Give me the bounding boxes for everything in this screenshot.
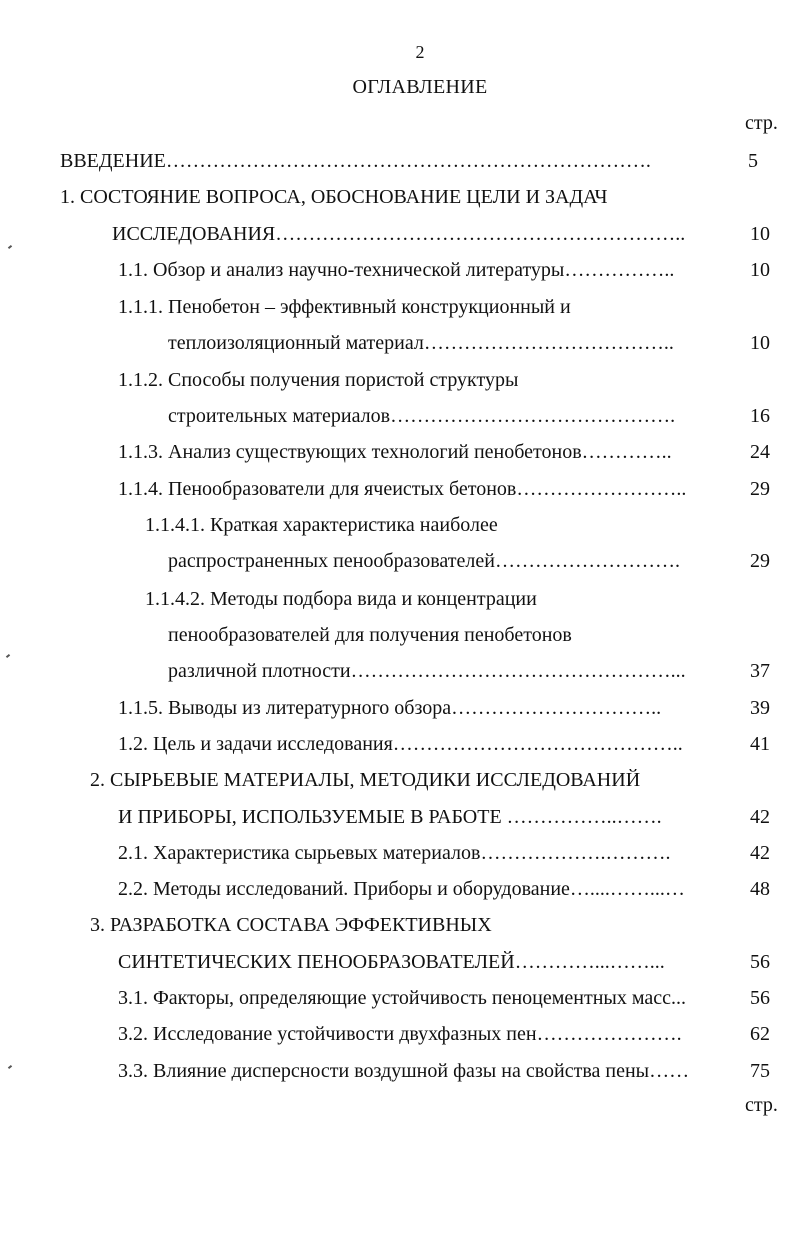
toc-page-3-1: 56 [750, 987, 770, 1009]
toc-entry-1-1-4-1-line1: 1.1.4.1. Краткая характеристика наиболее [145, 514, 498, 536]
toc-page-2-2: 48 [750, 878, 770, 900]
toc-entry-1-1-5: 1.1.5. Выводы из литературного обзора………………………….. [118, 697, 662, 719]
toc-entry-3-2: 3.2. Исследование устойчивости двухфазных пен…………………. [118, 1023, 682, 1045]
toc-page-2-1: 42 [750, 842, 770, 864]
toc-entry-1-1-1-line2: теплоизоляционный материал……………………………….. [168, 332, 674, 354]
toc-page-1-1-5: 39 [750, 697, 770, 719]
toc-title: ОГЛАВЛЕНИЕ [352, 76, 488, 98]
toc-entry-1-1-3: 1.1.3. Анализ существующих технологий пенобетонов………….. [118, 441, 672, 463]
toc-entry-ch1-line1: 1. СОСТОЯНИЕ ВОПРОСА, ОБОСНОВАНИЕ ЦЕЛИ И ЗАДАЧ [60, 186, 608, 208]
scan-mark [8, 245, 12, 249]
toc-page-ch2: 42 [750, 806, 770, 828]
toc-entry-ch2-line1: 2. СЫРЬЕВЫЕ МАТЕРИАЛЫ, МЕТОДИКИ ИССЛЕДОВАНИЙ [90, 769, 641, 791]
page-number: 2 [415, 42, 425, 62]
scan-mark [6, 654, 10, 658]
toc-entry-1-1-4-2-line2: пенообразователей для получения пенобетонов [168, 624, 572, 646]
toc-entry-ch1-line2: ИССЛЕДОВАНИЯ…………………………………………………….. [112, 223, 686, 245]
toc-entry-2-1: 2.1. Характеристика сырьевых материалов……………….………. [118, 842, 671, 864]
scan-mark [8, 1065, 12, 1069]
toc-entry-ch2-line2: И ПРИБОРЫ, ИСПОЛЬЗУЕМЫЕ В РАБОТЕ ……………..……. [118, 806, 662, 828]
toc-entry-intro: ВВЕДЕНИЕ………………………………………………………………. [60, 150, 651, 172]
toc-entry-1-1-2-line1: 1.1.2. Способы получения пористой структуры [118, 369, 519, 391]
toc-page-1-1-1: 10 [750, 332, 770, 354]
toc-page-3-3: 75 [750, 1060, 770, 1082]
toc-entry-ch3-line1: 3. РАЗРАБОТКА СОСТАВА ЭФФЕКТИВНЫХ [90, 914, 492, 936]
toc-page-1-1-4-1: 29 [750, 550, 770, 572]
page-column-label-bottom: стр. [745, 1094, 778, 1116]
toc-entry-3-3: 3.3. Влияние дисперсности воздушной фазы на свойства пены…… [118, 1060, 690, 1082]
toc-page-1-1-4: 29 [750, 478, 770, 500]
toc-page-1-2: 41 [750, 733, 770, 755]
toc-page-intro: 5 [748, 150, 758, 172]
toc-page-1-1-3: 24 [750, 441, 770, 463]
toc-page-1-1-2: 16 [750, 405, 770, 427]
toc-entry-1-1: 1.1. Обзор и анализ научно-технической литературы…………….. [118, 259, 675, 281]
toc-page-1-1-4-2: 37 [750, 660, 770, 682]
toc-entry-1-2: 1.2. Цель и задачи исследования…………………………………….. [118, 733, 683, 755]
toc-entry-1-1-4-1-line2: распространенных пенообразователей………………………. [168, 550, 680, 572]
toc-page-3-2: 62 [750, 1023, 770, 1045]
page-column-label: стр. [745, 112, 778, 134]
toc-entry-1-1-2-line2: строительных материалов……………………………………. [168, 405, 676, 427]
toc-entry-1-1-4: 1.1.4. Пенообразователи для ячеистых бетонов…………………….. [118, 478, 687, 500]
toc-entry-1-1-4-2-line1: 1.1.4.2. Методы подбора вида и концентрации [145, 588, 537, 610]
toc-entry-3-1: 3.1. Факторы, определяющие устойчивость пеноцементных масс... [118, 987, 687, 1009]
toc-page-ch3: 56 [750, 951, 770, 973]
toc-entry-2-2: 2.2. Методы исследований. Приборы и оборудование…....……...… [118, 878, 685, 900]
toc-entry-1-1-1-line1: 1.1.1. Пенобетон – эффективный конструкционный и [118, 296, 571, 318]
toc-entry-ch3-line2: СИНТЕТИЧЕСКИХ ПЕНООБРАЗОВАТЕЛЕЙ…………...……... [118, 951, 665, 973]
toc-page-1-1: 10 [750, 259, 770, 281]
toc-page-ch1: 10 [750, 223, 770, 245]
toc-entry-1-1-4-2-line3: различной плотности…………………………………………... [168, 660, 686, 682]
